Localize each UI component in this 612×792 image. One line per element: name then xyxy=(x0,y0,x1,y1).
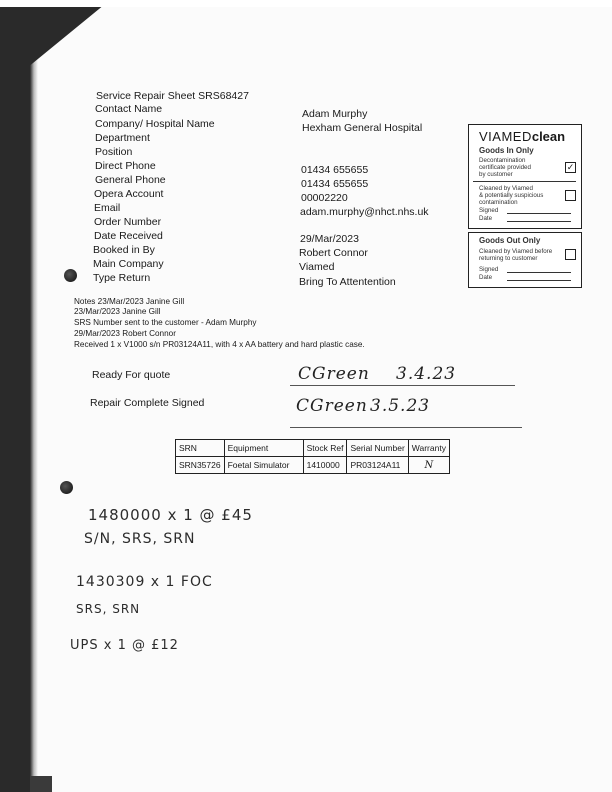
logo-text-viamed: VIAMED xyxy=(479,129,532,144)
logo-text-clean: clean xyxy=(531,129,566,144)
goods-out-line2: returning to customer xyxy=(479,255,538,262)
goods-in-line3: by customer xyxy=(479,171,513,178)
table-header-row xyxy=(176,440,450,457)
value-direct-phone: 01434 655655 xyxy=(301,164,369,176)
scan-left-edge xyxy=(0,0,38,792)
value-date-received: 29/Mar/2023 xyxy=(300,233,359,245)
cell-equipment: Foetal Simulator xyxy=(224,457,303,474)
ready-for-quote-date: 3.4.23 xyxy=(396,364,457,384)
repair-complete-date: 3.5.23 xyxy=(370,396,431,416)
date-line xyxy=(507,280,571,281)
goods-out-signed: Signed xyxy=(479,266,499,273)
label-department: Department xyxy=(95,132,150,144)
tick-mark: ✓ xyxy=(566,162,575,172)
cell-warranty: N xyxy=(408,457,449,474)
repair-complete-signature: CGreen xyxy=(296,396,368,416)
goods-out-date: Date xyxy=(479,274,493,281)
label-company: Company/ Hospital Name xyxy=(95,118,215,130)
repair-complete-line xyxy=(290,427,522,428)
value-contact-name: Adam Murphy xyxy=(302,108,368,120)
punch-hole-top xyxy=(64,269,77,282)
label-direct-phone: Direct Phone xyxy=(95,160,156,172)
header-stock-ref: Stock Ref xyxy=(303,440,347,457)
label-date-received: Date Received xyxy=(94,230,163,242)
value-company: Hexham General Hospital xyxy=(302,122,423,134)
label-opera-account: Opera Account xyxy=(94,188,164,200)
scan-top-edge xyxy=(0,0,612,7)
label-general-phone: General Phone xyxy=(95,174,166,186)
scan-bottom-mark xyxy=(30,776,52,792)
notes-line-1: Notes 23/Mar/2023 Janine Gill xyxy=(74,297,185,306)
value-booked-in-by: Robert Connor xyxy=(299,247,368,259)
ready-for-quote-line xyxy=(290,385,515,386)
goods-in-stamp xyxy=(468,124,582,229)
notes-line-3: SRS Number sent to the customer - Adam Murphy xyxy=(74,318,257,327)
scan-folded-corner xyxy=(0,0,110,90)
goods-in-line6: contamination xyxy=(479,199,518,206)
value-type-return: Bring To Attentention xyxy=(299,276,396,288)
goods-out-checkbox[interactable] xyxy=(565,249,576,260)
cell-srn: SRN35726 xyxy=(176,457,225,474)
handwritten-line-2: S/N, SRS, SRN xyxy=(84,531,196,547)
signed-line xyxy=(507,213,571,214)
header-warranty: Warranty xyxy=(408,440,449,457)
goods-in-line1: Decontamination xyxy=(479,157,526,164)
label-order-number: Order Number xyxy=(94,216,162,228)
label-booked-in-by: Booked in By xyxy=(93,244,155,256)
notes-line-4: 29/Mar/2023 Robert Connor xyxy=(74,329,176,338)
header-srn: SRN xyxy=(176,440,225,457)
date-line xyxy=(507,221,571,222)
equipment-table xyxy=(175,439,450,474)
cell-stock-ref: 1410000 xyxy=(303,457,347,474)
goods-in-heading: Goods In Only xyxy=(479,146,534,155)
label-position: Position xyxy=(95,146,133,158)
value-general-phone: 01434 655655 xyxy=(301,178,369,190)
goods-in-line5: & potentially suspicious xyxy=(479,192,544,199)
handwritten-line-3: 1430309 x 1 FOC xyxy=(76,574,213,590)
goods-in-signed: Signed xyxy=(479,207,499,214)
label-main-company: Main Company xyxy=(93,258,164,270)
header-serial-number: Serial Number xyxy=(347,440,408,457)
signed-line xyxy=(507,272,571,273)
goods-in-checkbox-2[interactable] xyxy=(565,190,576,201)
goods-out-heading: Goods Out Only xyxy=(479,236,541,245)
goods-in-line4: Cleaned by Viamed xyxy=(479,185,533,192)
handwritten-line-4: SRS, SRN xyxy=(76,602,141,616)
ready-for-quote-signature: CGreen xyxy=(298,364,370,384)
viamed-clean-logo xyxy=(479,129,565,144)
value-main-company: Viamed xyxy=(299,261,335,273)
goods-in-date: Date xyxy=(479,215,493,222)
handwritten-line-1: 1480000 x 1 @ £45 xyxy=(88,506,253,524)
sheet-title: Service Repair Sheet SRS68427 xyxy=(96,90,249,102)
cell-serial-number: PR03124A11 xyxy=(347,457,408,474)
stamp-divider xyxy=(473,181,576,182)
goods-out-line1: Cleaned by Viamed before xyxy=(479,248,553,255)
label-email: Email xyxy=(94,202,121,214)
value-email: adam.murphy@nhct.nhs.uk xyxy=(300,206,429,218)
label-type-return: Type Return xyxy=(93,272,151,284)
punch-hole-middle xyxy=(60,481,73,494)
notes-line-5: Received 1 x V1000 s/n PR03124A11, with 4 x AA battery and hard plastic case. xyxy=(74,340,365,349)
value-opera-account: 00002220 xyxy=(301,192,348,204)
goods-out-stamp xyxy=(468,232,582,288)
label-contact-name: Contact Name xyxy=(95,103,163,115)
table-row xyxy=(176,457,450,474)
goods-in-checkbox-1[interactable] xyxy=(565,162,576,173)
repair-complete-label: Repair Complete Signed xyxy=(90,397,205,409)
handwritten-line-5: UPS x 1 @ £12 xyxy=(70,638,179,653)
ready-for-quote-label: Ready For quote xyxy=(92,369,171,381)
goods-in-line2: certificate provided xyxy=(479,164,531,171)
notes-line-2: 23/Mar/2023 Janine Gill xyxy=(74,307,161,316)
header-equipment: Equipment xyxy=(224,440,303,457)
